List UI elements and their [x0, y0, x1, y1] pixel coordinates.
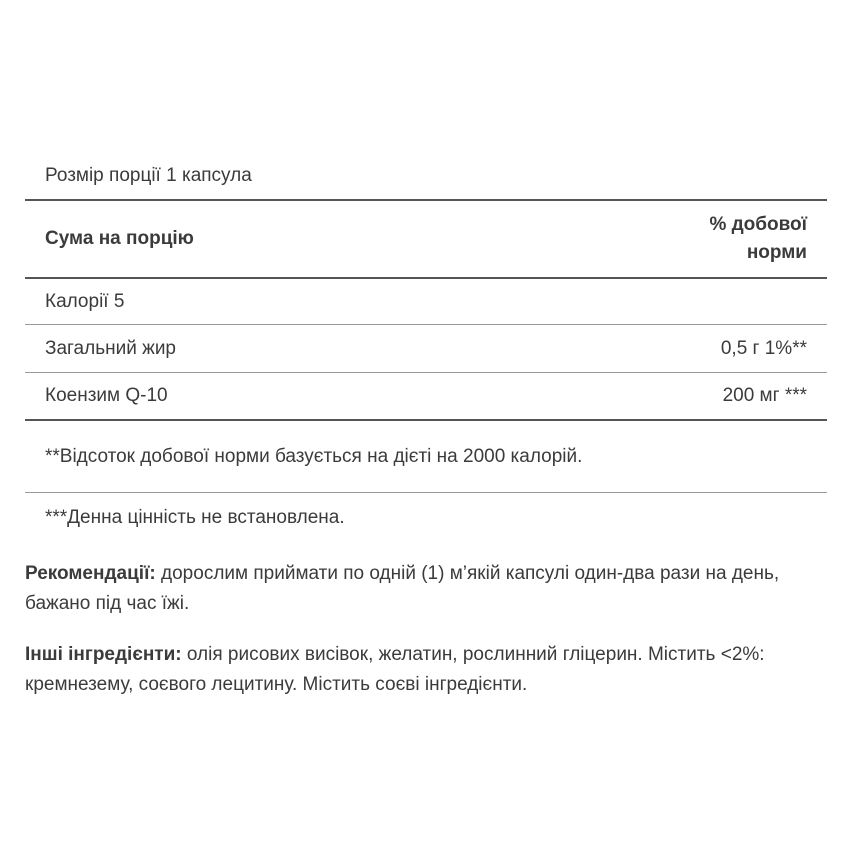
footnote-not-established: ***Денна цінність не встановлена. [45, 507, 345, 528]
recommendations-paragraph [25, 559, 835, 619]
serving-size: Розмір порції 1 капсула [45, 164, 252, 186]
table-row [25, 373, 827, 421]
table-row [25, 279, 827, 325]
amount-per-serving-header: Сума на порцію [45, 228, 194, 249]
calories-label: Калорії 5 [45, 290, 125, 312]
other-ingredients-paragraph [25, 640, 835, 700]
footnote-daily-value-row [25, 421, 827, 493]
other-ingredients-text: олія рисових висівок, желатин, рослинний гліцерин. Містить <2%: кремнезему, соєвого лецитину. Містить соєві інгредієнти. [25, 644, 765, 695]
serving-size-row [25, 152, 827, 201]
total-fat-value: 0,5 г 1%** [720, 337, 807, 359]
footnote-not-established-row [25, 493, 827, 543]
total-fat-label: Загальний жир [45, 337, 176, 359]
daily-value-header-line2: норми [746, 242, 807, 263]
recommendations-label: Рекомендації: [25, 563, 156, 584]
supplement-facts-table [25, 152, 827, 543]
recommendations-text: дорослим приймати по одній (1) м’якій капсулі один-два рази на день, бажано під час їжі. [25, 563, 780, 614]
coq10-label: Коензим Q-10 [45, 385, 168, 406]
daily-value-header [709, 211, 807, 267]
daily-value-header-line1: % добової [709, 214, 807, 235]
coq10-value: 200 мг *** [722, 385, 807, 406]
footnote-daily-value: **Відсоток добової норми базується на дієті на 2000 калорій. [45, 445, 583, 467]
other-ingredients-label: Інші інгредієнти: [25, 644, 182, 665]
table-row [25, 325, 827, 373]
table-header-row [25, 201, 827, 279]
